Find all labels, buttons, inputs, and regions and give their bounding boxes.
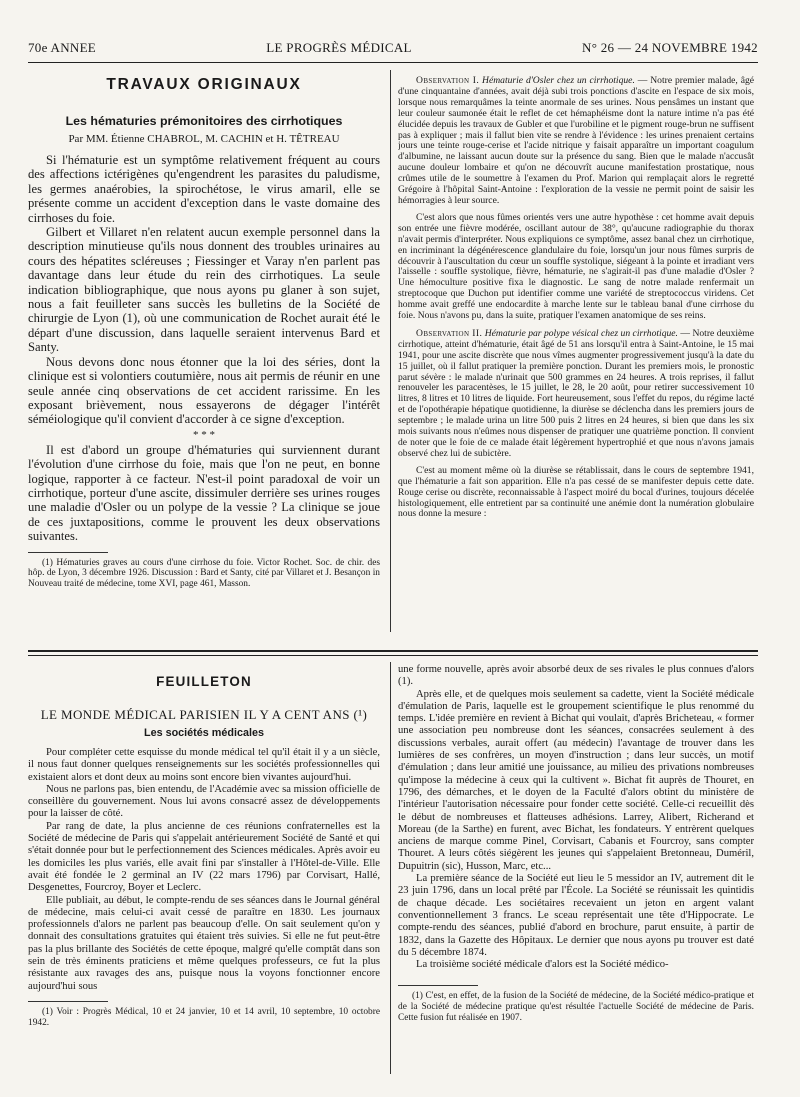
observation-2 [398,329,754,460]
paragraph: Il est d'abord un groupe d'hématuries qui surviennent durant l'évolution d'une cirrhose du foie, mais que l'on ne peut, en bonne logique, rapporter à ce facteur. N'est-il point paradoxal de voir un cirrhotique, porteur d'une ascite, dissimuler derrière ses urines rouges une maladie d'Osler ou un polype de la vessie ? La clinique se joue de ces juxtapositions, comme le prouvent les deux observations suivantes. [28,442,380,544]
feuilleton-label: FEUILLETON [156,674,252,689]
footnote-rule [398,985,478,986]
paragraph: La troisième société médicale d'alors est la Société médico- [416,959,669,971]
observation-text: — Notre premier malade, âgé d'une cinquantaine d'années, avait déjà subi trois ponctions d'ascite en l'espace de six mois, lorsque nous remarquâmes la teinte anormale de ses urines. Nous pensâmes un instant que leur couleur saumonée était le reflet de cet hémaphéisme dont la nature intime n'a pas été élucidée depuis les travaux de Gubler et que l'urobiline et le pigment rouge-brun ne suffisent pas à expliquer ; mais il fallut bien vite se rendre à l'évidence : les urines prenaient certains jours une teinte rouge-cerise et l'acide nitrique y faisait apparaître un important coagulum d'albumine, ne laissant aucun doute sur la présence du sang. Bien que le malade n'accusât aucune douleur lombaire et qu'on ne découvrît aucune manifestation prostatique, nous crûmes utile de le soumettre à l'examen du Prof. Marion qui remplaçait alors le regretté Grégoire à l'hôpital Saint-Antoine : l'exploration de la vessie ne permit point de saisir les hémorragies à leur source. [398,76,754,206]
feuilleton-column-left [28,662,380,1076]
footnote-text: (1) Hématuries graves au cours d'une cirrhose du foie. Victor Rochet. Soc. de chir. des hôp. de Lyon, 3 décembre 1926. Discussion : Bard et Santy, cité par Villaret et J. Besançon in Nouveau traité de médecine, tome XVI, page 461, Masson. [28,557,380,590]
paragraph: une forme nouvelle, après avoir absorbé deux de ses rivales le plus connues d'alors (1). [398,664,754,688]
footnote-rule [28,552,108,553]
asterism: * * * [193,428,215,441]
section-title: TRAVAUX ORIGINAUX [106,76,302,93]
footnote-rule [28,1001,108,1002]
footnote [28,558,380,590]
footnote [398,991,754,1023]
feuilleton-subtitle: Les sociétés médicales [143,727,265,739]
feuilleton-title: LE MONDE MÉDICAL PARISIEN IL Y A CENT ANS (¹) [40,707,368,722]
header-rule [28,62,758,63]
observation-text: — Notre deuxième cirrhotique, atteint d'hématurie, était âgé de 51 ans lorsqu'il entra à Saint-Antoine, le 15 mai 1941, pour une ascite discrète que nous vîmes augmenter progressivement jusqu'à la date du 15 juillet, où il fallut pratiquer la première ponction. Durant les premiers mois, le pronostic parut sévère : le malade n'urinait que 500 grammes en 24 heures. A trois reprises, il fallut renouveler les paracentèses, le 15 juillet, le 28, le 20 août, pour retirer successivement 10 litres, 8 litres et 10 litres de liquide. Fort heureusement, sous l'effet du repos, du régime lacté et de l'opothérapie hépatique quotidienne, la diurèse se déclencha dans les premiers jours de septembre ; le malade urina un litre 500 puis 2 litres en 24 heures, si bien que dans les six mois suivants nous n'eûmes nous dispenser de pratiquer une quatrième ponction. Il convient de noter que le foie de ce malade était légèrement hypertrophié et que nous n'avons jamais observé chez lui de subictère. [398,327,754,459]
paragraph: La première séance de la Société eut lieu le 5 messidor an IV, autrement dit le 23 juin 1796, dans un local prêté par l'École. La Société se réunissait les quintidis de chaque décade. Les sociétaires recevaient un jeton en argent valant conventionnellement 3 francs. Le sceau représentait une tête d'Hippocrate. Le compte-rendu des séances, publié d'abord en brochure, parut ensuite, à partir de 1832, dans la Gazette des Hôpitaux. Le dernier que nous ayons pu trouver est daté du 5 décembre 1874. [398,873,754,958]
column-separator-top [390,70,391,632]
paragraph: Gilbert et Villaret n'en relatent aucun exemple personnel dans la description minutieuse qu'ils nous donnent des troubles urinaires au cours des hépatites scléreuses ; Fiessinger et Varay n'en parlent pas davantage dans leur étude du rein des cirrhotiques. La seule indication bibliographique, que nous ayons pu glaner à son sujet, nous a fait feuilleter sans succès les bulletins de la Société de chirurgie de Lyon (1), où une communication de Rochet aurait été le départ d'une discussion, dans laquelle seraient intervenus Bard et Santy. [28,225,380,355]
feuilleton-rule [28,650,758,652]
observation-title: Hématurie par polype vésical chez un cirrhotique. [484,327,678,339]
observation-heading: Observation I. [416,76,480,86]
paragraph: Nous devons donc nous étonner que la loi des séries, dont la clinique est si volontiers coutumière, nous ait permis de réunir en une seule année cinq observations de cet accident rarissime. En les exposant brièvement, nous essayerons de dégager l'intérêt séméiologique qu'il convient d'accorder à ce signe d'exception. [28,354,380,427]
article-title: Les hématuries prémonitoires des cirrhotiques [65,114,343,128]
paragraph: Si l'hématurie est un symptôme relativement fréquent au cours des affections ictérigènes qu'engendrent les parasites du paludisme, les germes anaérobies, la spirochétose, le virus amaril, elle se présente comme un accident d'exception dans le vaste domaine des cirrhoses du foie. [28,153,380,225]
volume-year: 70e ANNEE [28,40,97,55]
paragraph: C'est alors que nous fûmes orientés vers une autre hypothèse : cet homme avait depuis son entrée une fièvre modérée, oscillant autour de 38°, qu'aucune radiographie du thorax n'avait permis d'interpréter. Nous expliquions ce symptôme, assez banal chez un cirrhotique, en incriminant la dégénérescence glandulaire du foie, lorsqu'un jour nous fûmes surpris de découvrir à l'auscultation du cœur un souffle systolique, siégeant à la pointe et irradiant vers l'aisselle : souffle systolique, fièvre, hématurie, ne s'agirait-il pas d'une maladie d'Osler ? Une hémoculture positive fixa le diagnostic. Le sang de notre malade renfermait un streptocoque que Duchon put identifier comme une variété de streptococcus viridens. Cet homme avait greffé une endocardite à marche lente sur le tableau banal d'une cirrhose du foie. Nous n'avons pu, dans la suite, pratiquer l'examen anatomique de ses reins. [398,211,754,322]
observation-1 [398,76,754,207]
running-head [28,40,758,60]
paragraph: Après elle, et de quelques mois seulement sa cadette, vient la Société médicale d'émulation de Paris, laquelle est le groupement scientifique le plus renommé du temps. L'idée première en revient à Bichat qui voulait, d'après Bricheteau, « former une association peu nombreuse dont les séances, consacrées seulement à des discussions verbales, aurait offert (au médecin) l'avantage de trouver dans les lumières de ses confrères, un moyen d'instruction ; dans leur succès, un motif d'émulation ; dans leur amitié une jouissance, au milieu des privations nombreuses qu'impose la médecine à ceux qui la cultivent ». Bichat fit auprès de Thouret, en 1796, des démarches, et le doyen de la Faculté d'alors obtint du ministère de l'intérieur l'autorisation nécessaire pour fonder cette société. Celle-ci recueillit dès le début de nombreuses et flatteuses adhésions. Larrey, Alibert, Richerand et Moreau (de la Sarthe) en furent, avec Bichat, les fondateurs. Y entrèrent quelques anciens de marque comme Pinel, Corvisart, Cabanis et Fourcroy, sans compter Thouret. A leurs côtés siégèrent les jeunes qui s'appelaient Bretonneau, Duméril, Dupuitrin (sic), Husson, Marc, etc... [398,688,754,872]
feuilleton-rule-thin [28,655,758,656]
observation-title: Hématurie d'Osler chez un cirrhotique. [482,76,635,86]
column-separator-bottom [390,662,391,1074]
paragraph: Nous ne parlons pas, bien entendu, de l'Académie avec sa mission officielle de conseillère du gouvernement. Nous lui avons consacré assez de développements pour la laisser de côté. [28,783,380,820]
paragraph: Pour compléter cette esquisse du monde médical tel qu'il était il y a un siècle, il nous faut donner quelques renseignements sur les sociétés professionnelles qui existaient alors et dont deux au moins sont encore bien vivantes aujourd'hui. [28,747,380,783]
footnote-text: (1) C'est, en effet, de la fusion de la Société de médecine, de la Société médico-pratique et de la Société de médecine pratique qu'est résultée l'actuelle Société de médecine de Paris. Cette fusion fut réalisée en 1907. [398,991,754,1024]
issue-date: N° 26 — 24 NOVEMBRE 1942 [582,40,758,55]
paragraph: Par rang de date, la plus ancienne de ces réunions confraternelles est la Société de médecine de Paris qui s'appelait antérieurement Société de Santé et qui s'était donnée pour but le perfectionnement des Sciences médicales. Après avoir eu les domiciles les plus variés, elle avait fini par s'installer à l'Hôtel-de-Ville. Elle avait été fondée le 2 germinal an IV (22 mars 1796) par Corvisart, Hallé, Desgenettes, Fourcroy, Boyer et Leclerc. [28,820,380,894]
footnote [28,1007,380,1029]
feuilleton-column-right [398,664,754,1076]
footnote-text: (1) Voir : Progrès Médical, 10 et 24 janvier, 10 et 14 avril, 10 septembre, 10 octobre 1942. [28,1006,380,1028]
observation-heading: Observation II. [416,327,483,339]
article-column-left [28,76,380,632]
article-column-right [398,76,754,632]
journal-title: LE PROGRÈS MÉDICAL [266,40,412,55]
paragraph: Elle publiait, au début, le compte-rendu de ses séances dans le Journal général de médecine, mais celui-ci avait cessé de paraître en 1830. Les journaux professionnels d'alors ne parlent pas beaucoup d'elle. On sait seulement qu'on y donnait des consultations gratuites qui étaient très suivies. Si elle ne fut peut-être pas la plus brillante des Sociétés de cette époque, malgré qu'elle comptât dans son sein de très éminents praticiens et même quelques professeurs, ce fut la plus résistante aux ravages des ans, puisque nous la voyons fonctionner encore aujourd'hui sous [28,894,380,992]
article-authors: Par MM. Étienne CHABROL, M. CACHIN et H. TÊTREAU [68,133,340,145]
paragraph: C'est au moment même où la diurèse se rétablissait, dans le cours de septembre 1941, que l'hématurie a fait son apparition. Elle n'a pas cessé de se manifester depuis cette date. Rouge cerise ou discrète, reconnaissable à l'aspect moiré du bocal d'urines, toujours décelée histologiquement, elle entretient par sa continuité une anémie dont la numération globulaire nous donne la mesure : [398,464,754,520]
